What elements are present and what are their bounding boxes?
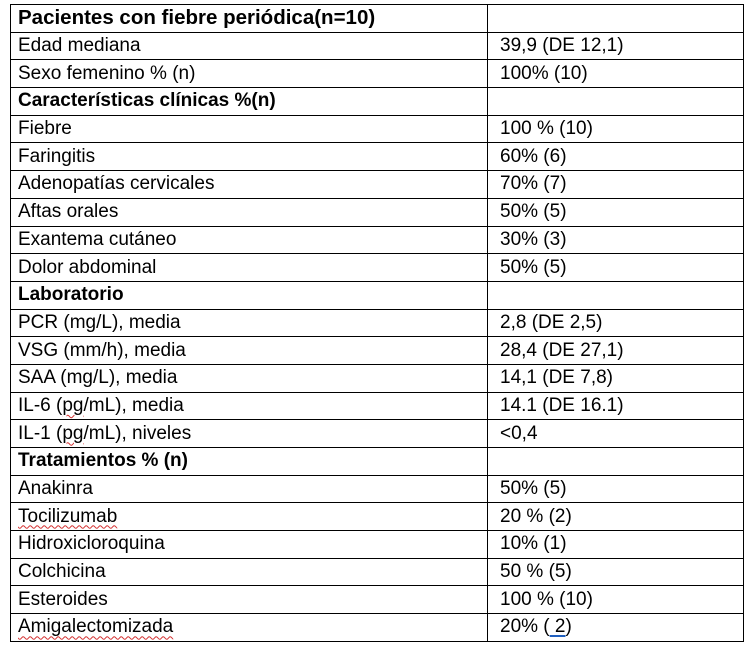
section-header-empty-cell — [488, 448, 744, 476]
spellcheck-underlined-word: Tocilizumab — [18, 505, 118, 527]
table-row — [11, 503, 744, 531]
row-label: Dolor abdominal — [11, 254, 488, 282]
row-value: 2,8 (DE 2,5) — [488, 309, 744, 337]
table-row — [11, 364, 744, 392]
table-title: Pacientes con fiebre periódica(n=10) — [11, 5, 488, 33]
row-label: Adenopatías cervicales — [11, 171, 488, 199]
grammar-underlined-text: 2 — [549, 616, 566, 638]
row-value: 50 % (5) — [488, 558, 744, 586]
table-row — [11, 60, 744, 88]
table-row — [11, 143, 744, 171]
table-row — [11, 531, 744, 559]
row-value: 70% (7) — [488, 171, 744, 199]
row-value: 60% (6) — [488, 143, 744, 171]
row-label — [11, 614, 488, 642]
row-label: Exantema cutáneo — [11, 226, 488, 254]
row-label-text: IL-6 ( — [18, 394, 63, 416]
table-title-empty-cell — [488, 5, 744, 33]
row-value-text: 20% ( — [500, 616, 550, 638]
row-value: 10% (1) — [488, 531, 744, 559]
row-label: Faringitis — [11, 143, 488, 171]
row-value — [488, 614, 744, 642]
row-value: 100% (10) — [488, 60, 744, 88]
table-row — [11, 32, 744, 60]
section-header-row — [11, 448, 744, 476]
row-value: 100 % (10) — [488, 115, 744, 143]
row-value: 30% (3) — [488, 226, 744, 254]
row-label: PCR (mg/L), media — [11, 309, 488, 337]
patient-characteristics-table — [10, 4, 744, 642]
table-row — [11, 337, 744, 365]
row-value: 14.1 (DE 16.1) — [488, 392, 744, 420]
spellcheck-underlined-word: pg — [62, 394, 84, 416]
row-label — [11, 420, 488, 448]
row-label: Aftas orales — [11, 198, 488, 226]
section-header-row — [11, 281, 744, 309]
table-row — [11, 226, 744, 254]
section-header-laboratory: Laboratorio — [11, 281, 488, 309]
row-label-text: IL-1 ( — [18, 422, 63, 444]
row-label: Colchicina — [11, 558, 488, 586]
section-header-treatments: Tratamientos % (n) — [11, 448, 488, 476]
section-header-clinical: Características clínicas %(n) — [11, 88, 488, 116]
row-value: 100 % (10) — [488, 586, 744, 614]
section-header-empty-cell — [488, 281, 744, 309]
table-row — [11, 392, 744, 420]
row-label-text: /mL), niveles — [83, 422, 192, 444]
row-label — [11, 392, 488, 420]
row-value: 28,4 (DE 27,1) — [488, 337, 744, 365]
table-row — [11, 420, 744, 448]
table-row — [11, 254, 744, 282]
table-title-row — [11, 5, 744, 33]
spellcheck-underlined-word: pg — [62, 422, 84, 444]
section-header-row — [11, 88, 744, 116]
row-label: SAA (mg/L), media — [11, 364, 488, 392]
table-row — [11, 309, 744, 337]
row-value: 50% (5) — [488, 198, 744, 226]
row-label: Anakinra — [11, 475, 488, 503]
table-row — [11, 115, 744, 143]
row-label: Esteroides — [11, 586, 488, 614]
table-row — [11, 171, 744, 199]
row-value: 39,9 (DE 12,1) — [488, 32, 744, 60]
row-value: <0,4 — [488, 420, 744, 448]
row-label — [11, 503, 488, 531]
row-label: VSG (mm/h), media — [11, 337, 488, 365]
table-row — [11, 614, 744, 642]
row-value-text: ) — [565, 616, 572, 638]
table-row — [11, 475, 744, 503]
row-label: Sexo femenino % (n) — [11, 60, 488, 88]
row-label-text: /mL), media — [83, 394, 184, 416]
row-value: 14,1 (DE 7,8) — [488, 364, 744, 392]
table-row — [11, 586, 744, 614]
spellcheck-underlined-word: Amigalectomizada — [18, 616, 174, 638]
table-row — [11, 198, 744, 226]
row-value: 20 % (2) — [488, 503, 744, 531]
row-value: 50% (5) — [488, 254, 744, 282]
row-label: Hidroxicloroquina — [11, 531, 488, 559]
row-label: Fiebre — [11, 115, 488, 143]
row-label: Edad mediana — [11, 32, 488, 60]
section-header-empty-cell — [488, 88, 744, 116]
row-value: 50% (5) — [488, 475, 744, 503]
table-row — [11, 558, 744, 586]
